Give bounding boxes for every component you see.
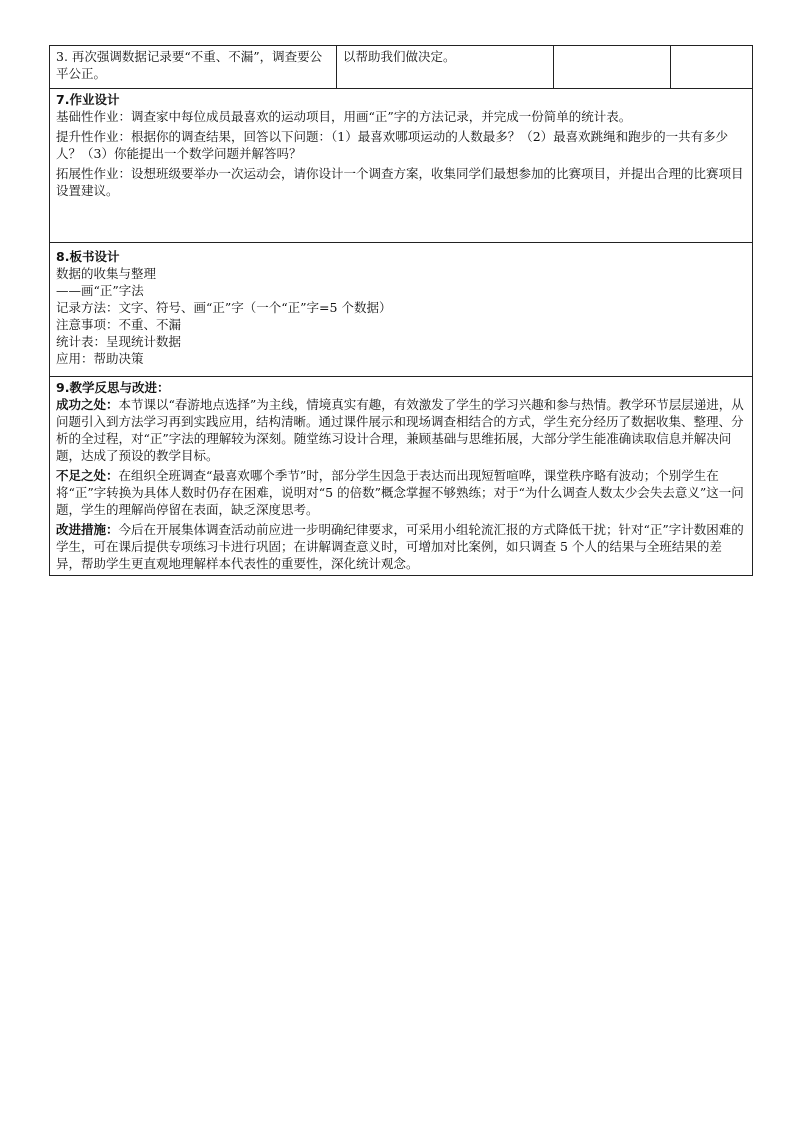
shortcoming-text: 在组织全班调查“最喜欢哪个季节”时，部分学生因急于表达而出现短暂喧哗，课堂秩序略有波动；个别学生在将“正”字转换为具体人数时仍存在困难，说明对“5 的倍数”概念掌握不够熟练；对于“为什么调查人数太少会失去意义”这一问题，学生的理解尚停留在表面，缺乏深度思考。 — [56, 468, 744, 517]
reflection-success — [56, 396, 746, 464]
shortcoming-label: 不足之处： — [56, 468, 119, 483]
board-line: 注意事项：不重、不漏 — [56, 317, 182, 332]
table-row-board — [50, 243, 753, 377]
reflection-improve — [56, 521, 746, 572]
teacher-activity-text: 3. 再次强调数据记录要“不重、不漏”，调查要公平公正。 — [56, 49, 323, 81]
table-row-reflection — [50, 377, 753, 576]
teacher-activity-cell — [50, 46, 337, 89]
table-row-process — [50, 46, 753, 89]
board-line: 应用：帮助决策 — [56, 351, 144, 366]
table-row-homework — [50, 89, 753, 243]
success-text: 本节课以“春游地点选择”为主线，情境真实有趣，有效激发了学生的学习兴趣和参与热情。教学环节层层递进，从问题引入到方法学习再到实践应用，结构清晰。通过课件展示和现场调查相结合的方式，学生充分经历了数据收集、整理、分析的全过程，对“正”字法的理解较为深刻。随堂练习设计合理，兼顾基础与思维拓展，大部分学生能准确读取信息并解决问题，达成了预设的教学目标。 — [56, 397, 744, 463]
board-line: 记录方法：文字、符号、画“正”字（一个“正”字=5 个数据） — [56, 300, 392, 315]
reflection-section — [50, 377, 753, 576]
student-activity-cell — [337, 46, 554, 89]
student-activity-text: 以帮助我们做决定。 — [343, 49, 456, 64]
improve-label: 改进措施： — [56, 522, 119, 537]
empty-cell — [671, 46, 753, 89]
improve-text: 今后在开展集体调查活动前应进一步明确纪律要求，可采用小组轮流汇报的方式降低干扰；针对“正”字计数困难的学生，可在课后提供专项练习卡进行巩固；在讲解调查意义时，可增加对比案例，如只调查 5 个人的结果与全班结果的差异，帮助学生更直观地理解样本代表性的重要性，深化统计观念。 — [56, 522, 744, 571]
success-label: 成功之处： — [56, 397, 119, 412]
board-line: 数据的收集与整理 — [56, 266, 157, 281]
homework-heading: 7.作业设计 — [56, 92, 120, 107]
lesson-plan-table — [49, 45, 753, 576]
empty-cell — [554, 46, 671, 89]
reflection-shortcoming — [56, 467, 746, 518]
homework-improve: 提升性作业：根据你的调查结果，回答以下问题：（1）最喜欢哪项运动的人数最多？（2）最喜欢跳绳和跑步的一共有多少人？（3）你能提出一个数学问题并解答吗？ — [56, 129, 729, 161]
board-design-section — [50, 243, 753, 377]
board-heading: 8.板书设计 — [56, 249, 120, 264]
board-line: ——画“正”字法 — [56, 283, 144, 298]
homework-extend: 拓展性作业：设想班级要举办一次运动会，请你设计一个调查方案，收集同学们最想参加的比赛项目，并提出合理的比赛项目设置建议。 — [56, 166, 744, 198]
reflection-heading: 9.教学反思与改进： — [56, 380, 170, 395]
homework-basic: 基础性作业：调查家中每位成员最喜欢的运动项目，用画“正”字的方法记录，并完成一份简单的统计表。 — [56, 109, 632, 124]
homework-section — [50, 89, 753, 243]
board-line: 统计表：呈现统计数据 — [56, 334, 182, 349]
